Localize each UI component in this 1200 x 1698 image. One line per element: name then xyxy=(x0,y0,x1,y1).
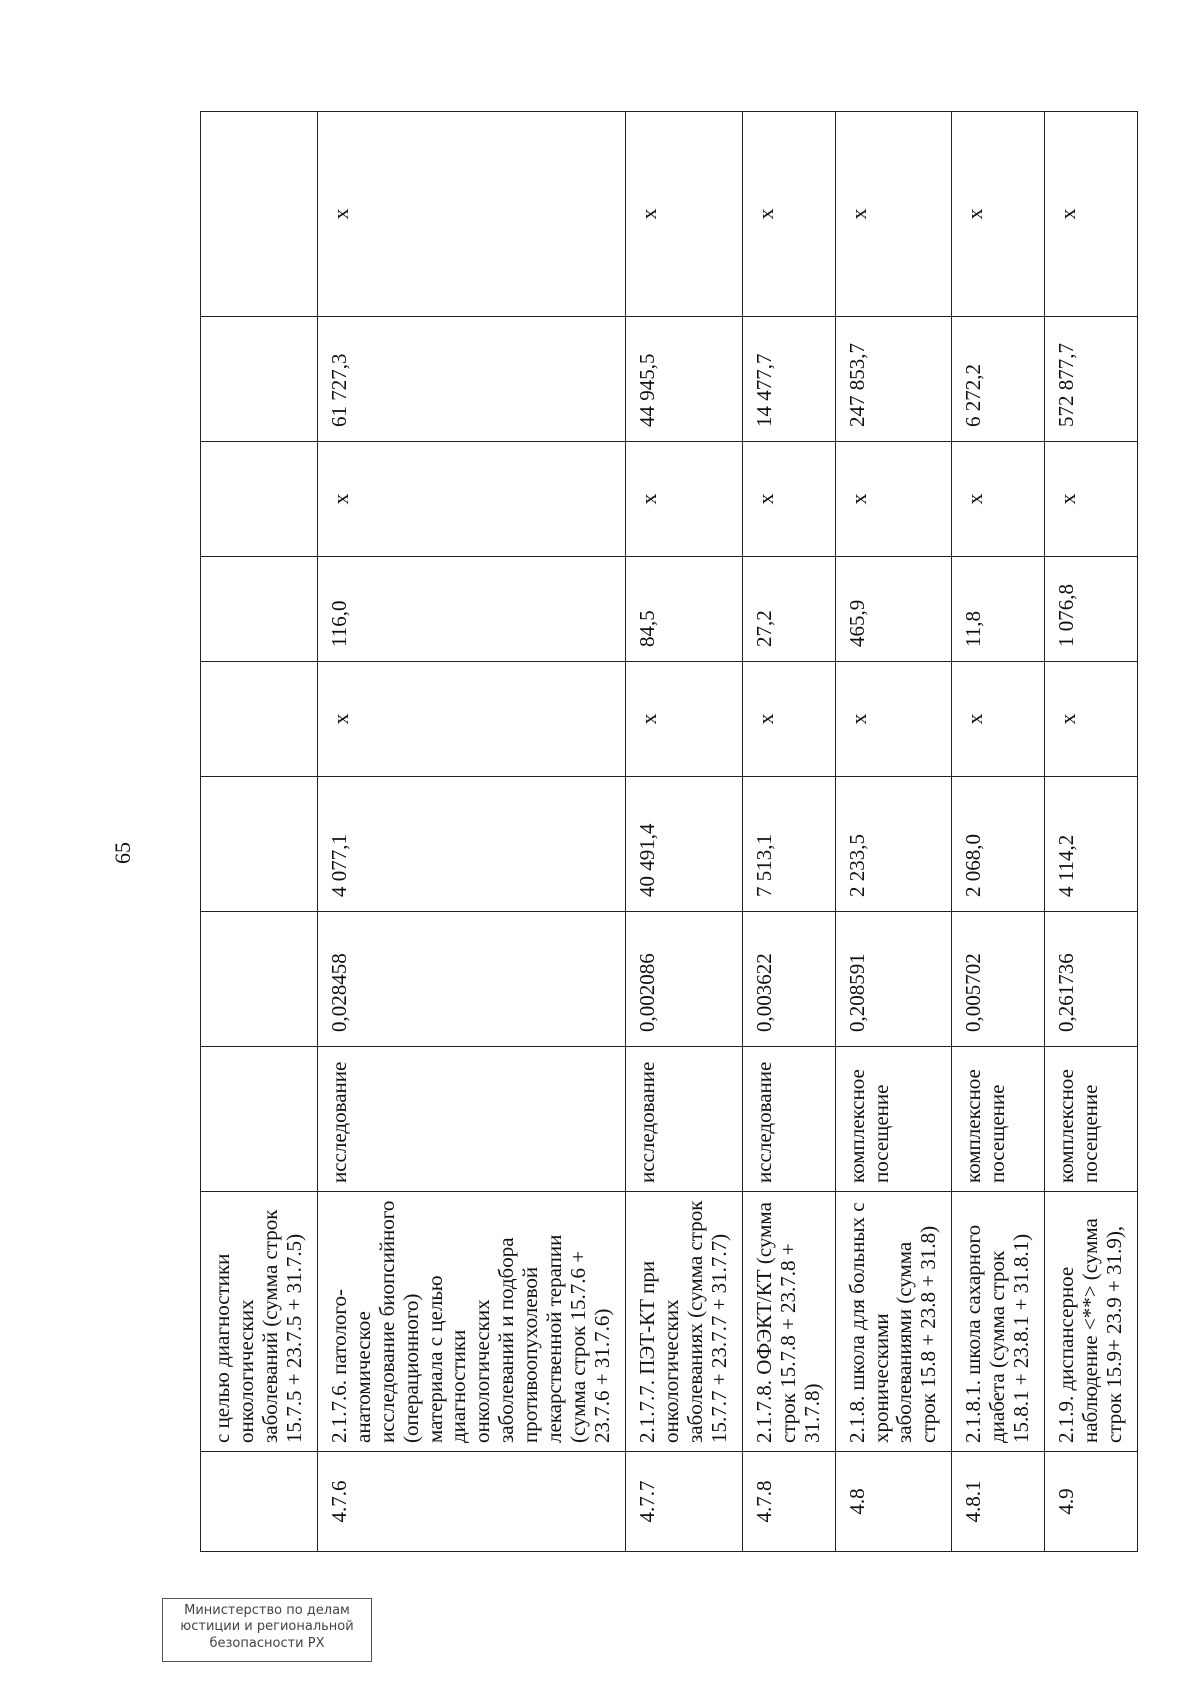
row-norm: 0,028458 xyxy=(317,912,625,1047)
row-mark: x xyxy=(317,112,625,317)
row-mark: x xyxy=(1045,662,1138,777)
table-row xyxy=(317,112,625,1552)
row-amount: 572 877,7 xyxy=(1045,317,1138,442)
table-row xyxy=(201,112,318,1552)
row-code: 4.7.6 xyxy=(317,1452,625,1552)
row-code xyxy=(201,1452,318,1552)
row-mark: x xyxy=(835,112,952,317)
row-unit: исследование xyxy=(626,1047,743,1192)
row-amount: 44 945,5 xyxy=(626,317,743,442)
row-norm: 0,005702 xyxy=(952,912,1045,1047)
row-mark: x xyxy=(742,442,835,557)
row-mark: x xyxy=(952,662,1045,777)
row-volume: 465,9 xyxy=(835,557,952,662)
row-name: 2.1.8.1. школа сахарного диабета (сумма строк 15.8.1 + 23.8.1 + 31.8.1) xyxy=(952,1192,1045,1452)
row-name: 2.1.7.8. ОФЭКТ/КТ (сумма строк 15.7.8 + 23.7.8 + 31.7.8) xyxy=(742,1192,835,1452)
row-volume: 27,2 xyxy=(742,557,835,662)
table-row xyxy=(952,112,1045,1552)
row-volume: 11,8 xyxy=(952,557,1045,662)
row-mark xyxy=(201,662,318,777)
row-mark: x xyxy=(1045,442,1138,557)
rotated-table xyxy=(200,112,1126,1552)
row-unit xyxy=(201,1047,318,1192)
table-row xyxy=(742,112,835,1552)
row-name: с целью диагностики онкологических заболеваний (сумма строк 15.7.5 + 23.7.5 + 31.7.5) xyxy=(201,1192,318,1452)
row-volume: 84,5 xyxy=(626,557,743,662)
row-mark xyxy=(201,442,318,557)
row-mark: x xyxy=(626,112,743,317)
row-unit: исследование xyxy=(317,1047,625,1192)
row-volume xyxy=(201,557,318,662)
row-cost: 4 114,2 xyxy=(1045,777,1138,912)
row-volume: 1 076,8 xyxy=(1045,557,1138,662)
row-mark: x xyxy=(742,662,835,777)
data-table xyxy=(200,111,1138,1552)
row-norm xyxy=(201,912,318,1047)
row-mark: x xyxy=(317,662,625,777)
row-cost: 2 068,0 xyxy=(952,777,1045,912)
row-amount: 6 272,2 xyxy=(952,317,1045,442)
row-mark: x xyxy=(835,442,952,557)
row-amount: 14 477,7 xyxy=(742,317,835,442)
row-cost: 7 513,1 xyxy=(742,777,835,912)
row-volume: 116,0 xyxy=(317,557,625,662)
row-amount: 61 727,3 xyxy=(317,317,625,442)
row-unit: комплексное посещение xyxy=(835,1047,952,1192)
row-name: 2.1.8. школа для больных с хроническими заболеваниями (сумма строк 15.8 + 23.8 + 31.8) xyxy=(835,1192,952,1452)
row-code: 4.8 xyxy=(835,1452,952,1552)
row-cost: 2 233,5 xyxy=(835,777,952,912)
row-name: 2.1.7.7. ПЭТ-КТ при онкологических заболеваниях (сумма строк 15.7.7 + 23.7.7 + 31.7.7) xyxy=(626,1192,743,1452)
row-mark: x xyxy=(1045,112,1138,317)
row-norm: 0,208591 xyxy=(835,912,952,1047)
stamp-line: юстиции и региональной xyxy=(180,1619,354,1635)
row-mark: x xyxy=(317,442,625,557)
row-norm: 0,002086 xyxy=(626,912,743,1047)
row-mark: x xyxy=(952,442,1045,557)
row-code: 4.7.7 xyxy=(626,1452,743,1552)
ministry-stamp xyxy=(162,1598,372,1662)
row-name: 2.1.7.6. патолого-анатомическое исследование биопсийного (операционного) материала с целью диагностики онкологических заболеваний и подбора противоопухолевой лекарственной терапии (сумма строк 15.7.6 + 23.7.6 + 31.7.6) xyxy=(317,1192,625,1452)
row-code: 4.9 xyxy=(1045,1452,1138,1552)
row-mark: x xyxy=(952,112,1045,317)
row-code: 4.7.8 xyxy=(742,1452,835,1552)
table-row xyxy=(626,112,743,1552)
stamp-line: Министерство по делам xyxy=(184,1603,350,1618)
row-mark: x xyxy=(835,662,952,777)
row-cost: 4 077,1 xyxy=(317,777,625,912)
row-mark xyxy=(201,112,318,317)
row-unit: комплексное посещение xyxy=(952,1047,1045,1192)
row-norm: 0,003622 xyxy=(742,912,835,1047)
table-container xyxy=(200,112,1126,1552)
row-cost: 40 491,4 xyxy=(626,777,743,912)
stamp-line: безопасности РХ xyxy=(209,1635,325,1651)
page-number: 65 xyxy=(110,842,135,864)
row-unit: комплексное посещение xyxy=(1045,1047,1138,1192)
table-row xyxy=(1045,112,1138,1552)
row-code: 4.8.1 xyxy=(952,1452,1045,1552)
row-mark: x xyxy=(626,662,743,777)
row-mark: x xyxy=(742,112,835,317)
row-unit: исследование xyxy=(742,1047,835,1192)
row-cost xyxy=(201,777,318,912)
table-row xyxy=(835,112,952,1552)
row-norm: 0,261736 xyxy=(1045,912,1138,1047)
row-mark: x xyxy=(626,442,743,557)
row-amount xyxy=(201,317,318,442)
row-name: 2.1.9. диспансерное наблюдение <**> (сумма строк 15.9+ 23.9 + 31.9), xyxy=(1045,1192,1138,1452)
row-amount: 247 853,7 xyxy=(835,317,952,442)
